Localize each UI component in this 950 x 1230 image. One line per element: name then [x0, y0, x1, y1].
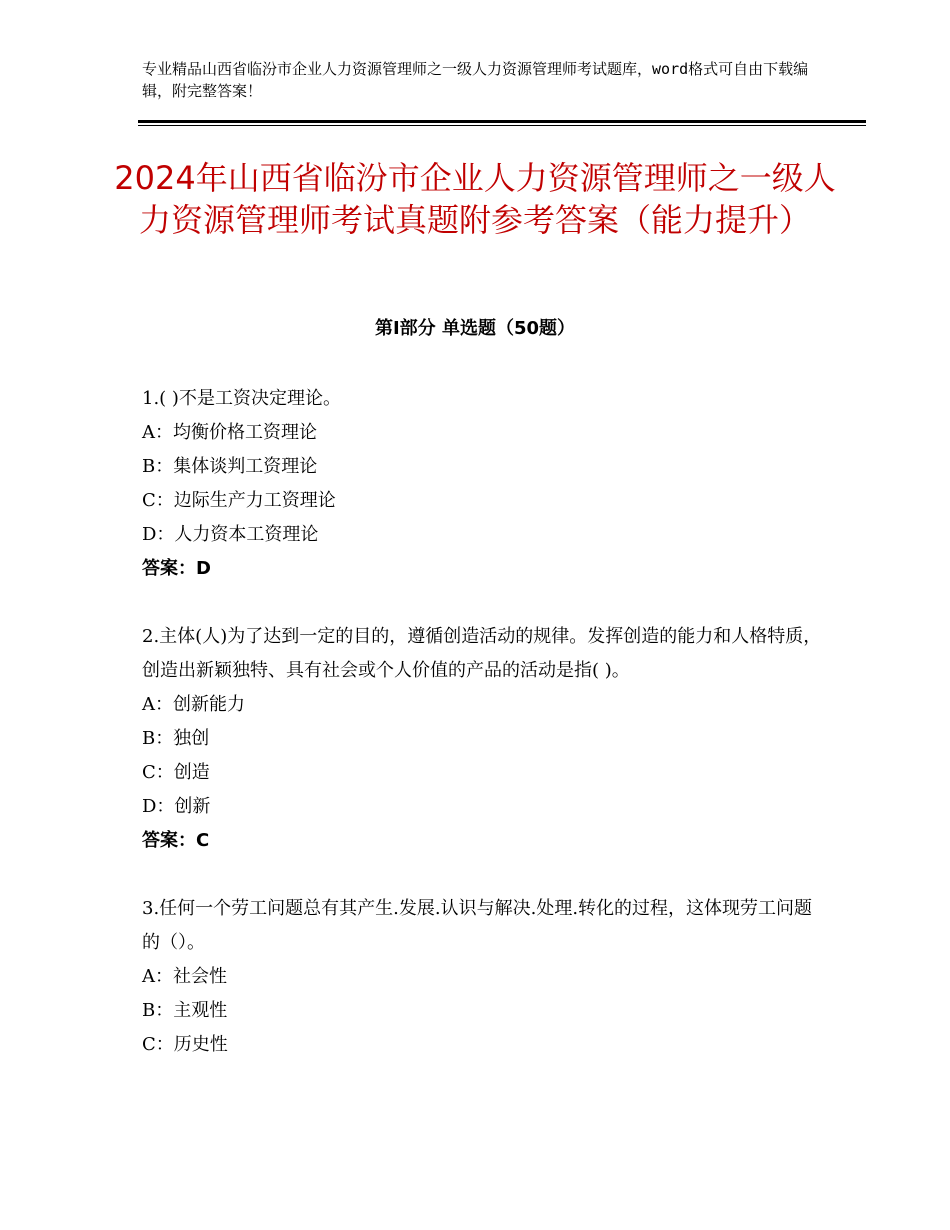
question-option-c: C：创造 — [142, 762, 210, 783]
question-1 — [142, 382, 822, 586]
question-option-c: C：历史性 — [142, 1034, 228, 1055]
document-title: 2024年山西省临汾市企业人力资源管理师之一级人力资源管理师考试真题附参考答案（能力提升） — [114, 159, 836, 239]
question-option-b: B：集体谈判工资理论 — [142, 456, 318, 477]
question-3 — [142, 892, 822, 1062]
question-option-d: D：创新 — [142, 796, 211, 817]
question-stem: 3.任何一个劳工问题总有其产生.发展.认识与解决.处理.转化的过程，这体现劳工问题的（）。 — [142, 898, 813, 953]
question-option-a: A：社会性 — [142, 966, 227, 987]
header-rule-thin — [138, 125, 866, 126]
question-answer: 答案：C — [142, 830, 210, 851]
header-note: 专业精品山西省临汾市企业人力资源管理师之一级人力资源管理师考试题库，word格式可自由下载编辑，附完整答案！ — [142, 60, 809, 100]
question-option-a: A：均衡价格工资理论 — [142, 422, 317, 443]
question-option-d: D：人力资本工资理论 — [142, 524, 319, 545]
header-rule-thick — [138, 120, 866, 123]
question-option-c: C：边际生产力工资理论 — [142, 490, 336, 511]
question-option-b: B：独创 — [142, 728, 210, 749]
question-option-b: B：主观性 — [142, 1000, 228, 1021]
question-answer: 答案：D — [142, 558, 211, 579]
section-title: 第Ⅰ部分 单选题（50题） — [374, 318, 575, 339]
question-stem: 1.( )不是工资决定理论。 — [142, 388, 341, 409]
question-option-a: A：创新能力 — [142, 694, 245, 715]
question-stem: 2.主体(人)为了达到一定的目的，遵循创造活动的规律。发挥创造的能力和人格特质，创造出新颖独特、具有社会或个人价值的产品的活动是指( )。 — [142, 626, 822, 681]
question-2 — [142, 620, 822, 858]
question-list — [142, 382, 822, 1096]
